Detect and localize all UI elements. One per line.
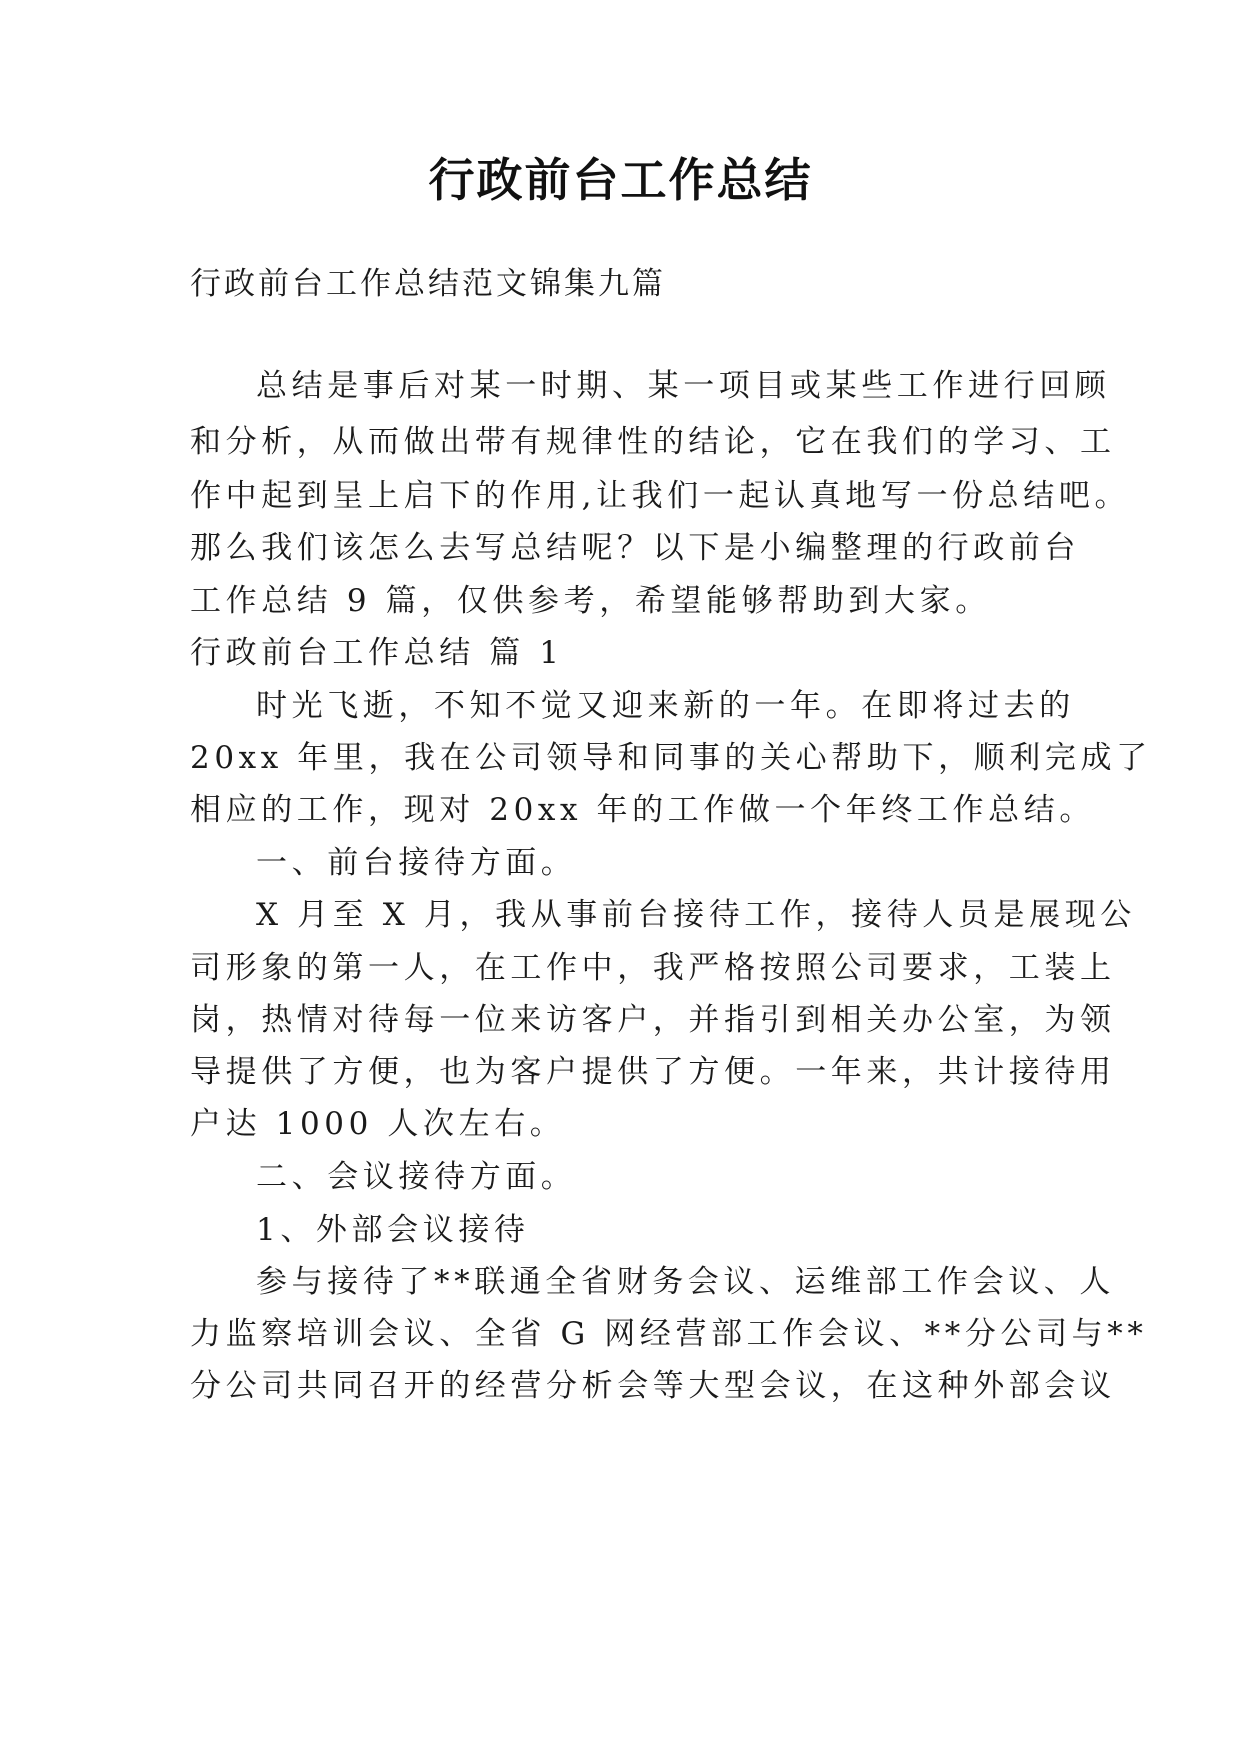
paragraph-line: 户达 1000 人次左右。 bbox=[190, 1106, 566, 1142]
section-heading: 行政前台工作总结 篇 1 bbox=[190, 635, 564, 671]
subsection-heading: 一、前台接待方面。 bbox=[256, 845, 577, 881]
paragraph-line: 和分析，从而做出带有规律性的结论，它在我们的学习、工 bbox=[190, 424, 1116, 460]
paragraph-line: 20xx 年里，我在公司领导和同事的关心帮助下，顺利完成了 bbox=[190, 740, 1152, 776]
paragraph-line: 分公司共同召开的经营分析会等大型会议，在这种外部会议 bbox=[190, 1368, 1116, 1404]
subsection-heading: 二、会议接待方面。 bbox=[256, 1159, 577, 1195]
paragraph-line: 导提供了方便，也为客户提供了方便。一年来，共计接待用 bbox=[190, 1054, 1116, 1090]
paragraph-line: 岗，热情对待每一位来访客户，并指引到相关办公室，为领 bbox=[190, 1002, 1116, 1038]
paragraph-line: 作中起到呈上启下的作用,让我们一起认真地写一份总结吧。 bbox=[190, 478, 1131, 514]
paragraph-line: 相应的工作，现对 20xx 年的工作做一个年终工作总结。 bbox=[190, 792, 1095, 828]
document-subtitle: 行政前台工作总结范文锦集九篇 bbox=[190, 266, 666, 302]
paragraph-line: 总结是事后对某一时期、某一项目或某些工作进行回顾 bbox=[256, 368, 1111, 404]
paragraph-line: 司形象的第一人，在工作中，我严格按照公司要求，工装上 bbox=[190, 950, 1116, 986]
paragraph-line: X 月至 X 月，我从事前台接待工作，接待人员是展现公 bbox=[256, 897, 1136, 933]
document-title: 行政前台工作总结 bbox=[428, 153, 813, 207]
subsection-heading: 1、外部会议接待 bbox=[256, 1212, 530, 1248]
paragraph-line: 时光飞逝，不知不觉又迎来新的一年。在即将过去的 bbox=[256, 688, 1075, 724]
paragraph-line: 工作总结 9 篇，仅供参考，希望能够帮助到大家。 bbox=[190, 583, 991, 619]
paragraph-line: 参与接待了**联通全省财务会议、运维部工作会议、人 bbox=[256, 1264, 1115, 1300]
paragraph-line: 那么我们该怎么去写总结呢？以下是小编整理的行政前台 bbox=[190, 530, 1080, 566]
paragraph-line: 力监察培训会议、全省 G 网经营部工作会议、**分公司与** bbox=[190, 1316, 1148, 1352]
